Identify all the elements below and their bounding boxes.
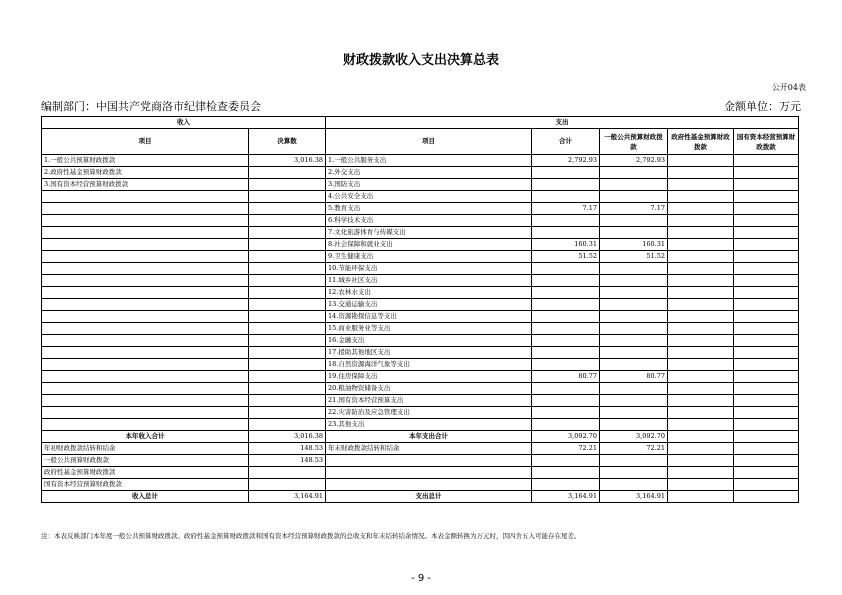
expense-total	[532, 311, 600, 323]
income-amount	[249, 287, 326, 299]
general-budget-amount: 72.21	[600, 443, 668, 455]
general-budget-header: 一般公共预算财政拨款	[600, 129, 668, 155]
expense-item: 19.住房保障支出	[326, 371, 532, 383]
state-capital-amount	[734, 287, 799, 299]
table-row	[42, 371, 799, 383]
table-row	[42, 383, 799, 395]
table-row	[42, 347, 799, 359]
state-capital-amount	[734, 455, 799, 467]
expense-item-header: 项目	[326, 129, 532, 155]
expense-item: 16.金融支出	[326, 335, 532, 347]
income-item	[42, 347, 249, 359]
expense-total: 7.17	[532, 203, 600, 215]
expense-header: 支出	[326, 117, 799, 129]
gov-fund-amount	[668, 191, 734, 203]
gov-fund-amount	[668, 455, 734, 467]
expense-item: 6.科学技术支出	[326, 215, 532, 227]
final-amount-header: 决算数	[249, 129, 326, 155]
expense-item: 23.其他支出	[326, 419, 532, 431]
gov-fund-amount	[668, 335, 734, 347]
expense-total	[532, 323, 600, 335]
budget-table	[41, 116, 799, 503]
income-amount	[249, 215, 326, 227]
income-amount: 148.53	[249, 455, 326, 467]
income-amount: 3,016.38	[249, 155, 326, 167]
gov-fund-amount	[668, 179, 734, 191]
income-amount	[249, 347, 326, 359]
expense-total: 51.52	[532, 251, 600, 263]
expense-total	[532, 335, 600, 347]
state-capital-amount	[734, 419, 799, 431]
income-item	[42, 191, 249, 203]
income-amount	[249, 167, 326, 179]
expense-item: 21.国有资本经营预算支出	[326, 395, 532, 407]
income-item-header: 项目	[42, 129, 249, 155]
state-capital-amount	[734, 215, 799, 227]
table-row	[42, 467, 799, 479]
state-capital-amount	[734, 335, 799, 347]
table-row	[42, 239, 799, 251]
income-amount	[249, 227, 326, 239]
expense-item: 5.教育支出	[326, 203, 532, 215]
gov-fund-amount	[668, 395, 734, 407]
expense-total	[532, 479, 600, 491]
table-row	[42, 191, 799, 203]
general-budget-amount: 2,792.93	[600, 155, 668, 167]
gov-fund-amount	[668, 239, 734, 251]
income-item	[42, 407, 249, 419]
expense-item: 7.文化旅游体育与传媒支出	[326, 227, 532, 239]
state-capital-amount	[734, 491, 799, 503]
expense-total	[532, 275, 600, 287]
income-amount	[249, 479, 326, 491]
state-capital-amount	[734, 275, 799, 287]
state-capital-amount	[734, 407, 799, 419]
income-item	[42, 287, 249, 299]
income-item	[42, 383, 249, 395]
general-budget-amount	[600, 347, 668, 359]
table-row	[42, 395, 799, 407]
general-budget-amount	[600, 167, 668, 179]
expense-item: 2.外交支出	[326, 167, 532, 179]
expense-total	[532, 179, 600, 191]
table-row	[42, 299, 799, 311]
general-budget-amount: 51.52	[600, 251, 668, 263]
gov-fund-amount	[668, 227, 734, 239]
income-amount	[249, 251, 326, 263]
expense-total	[532, 383, 600, 395]
gov-fund-amount	[668, 203, 734, 215]
gov-fund-amount	[668, 371, 734, 383]
expense-item: 11.城乡社区支出	[326, 275, 532, 287]
header-row-1	[42, 117, 799, 129]
total-row	[42, 491, 799, 503]
income-item	[42, 263, 249, 275]
general-budget-amount	[600, 419, 668, 431]
expense-item: 15.商业服务业等支出	[326, 323, 532, 335]
state-capital-amount	[734, 467, 799, 479]
table-row	[42, 167, 799, 179]
table-row	[42, 443, 799, 455]
income-amount	[249, 323, 326, 335]
gov-fund-amount	[668, 275, 734, 287]
general-budget-amount	[600, 215, 668, 227]
gov-fund-amount	[668, 467, 734, 479]
income-total-label: 本年收入合计	[42, 431, 249, 443]
income-amount	[249, 335, 326, 347]
table-row	[42, 251, 799, 263]
table-row	[42, 479, 799, 491]
general-budget-amount	[600, 227, 668, 239]
income-item	[42, 251, 249, 263]
table-row	[42, 275, 799, 287]
income-item: 国有资本经营预算财政拨款	[42, 479, 249, 491]
report-title: 财政拨款收入支出决算总表	[342, 53, 499, 68]
income-item	[42, 335, 249, 347]
gov-fund-amount	[668, 299, 734, 311]
gov-fund-amount	[668, 287, 734, 299]
state-capital-header: 国有资本经营预算财政拨款	[734, 129, 799, 155]
general-budget-amount	[600, 407, 668, 419]
expense-item: 4.公共安全支出	[326, 191, 532, 203]
gov-fund-amount	[668, 263, 734, 275]
expense-total	[532, 419, 600, 431]
expense-total	[532, 287, 600, 299]
general-budget-amount	[600, 467, 668, 479]
expense-total	[532, 227, 600, 239]
gov-fund-amount	[668, 419, 734, 431]
expense-total: 2,792.93	[532, 155, 600, 167]
general-budget-amount	[600, 275, 668, 287]
expense-total-label: 支出总计	[326, 491, 532, 503]
form-code: 公开04表	[771, 83, 806, 92]
income-amount	[249, 191, 326, 203]
income-amount	[249, 395, 326, 407]
income-header: 收入	[42, 117, 326, 129]
general-budget-amount	[600, 311, 668, 323]
table-row	[42, 323, 799, 335]
expense-item	[326, 467, 532, 479]
expense-total	[532, 455, 600, 467]
income-item: 3.国有资本经营预算财政拨款	[42, 179, 249, 191]
expense-total	[532, 191, 600, 203]
expense-total	[532, 299, 600, 311]
income-amount	[249, 383, 326, 395]
income-amount	[249, 359, 326, 371]
state-capital-amount	[734, 167, 799, 179]
income-item	[42, 239, 249, 251]
state-capital-amount	[734, 479, 799, 491]
gov-fund-amount	[668, 479, 734, 491]
income-total-amount: 3,016.38	[249, 431, 326, 443]
general-budget-amount: 80.77	[600, 371, 668, 383]
income-item: 政府性基金预算财政拨款	[42, 467, 249, 479]
table-row	[42, 215, 799, 227]
expense-total: 3,092.70	[532, 431, 600, 443]
income-item	[42, 299, 249, 311]
expense-total: 160.31	[532, 239, 600, 251]
income-amount	[249, 203, 326, 215]
gov-fund-amount	[668, 407, 734, 419]
gov-fund-amount	[668, 431, 734, 443]
expense-item: 9.卫生健康支出	[326, 251, 532, 263]
income-item: 一般公共预算财政拨款	[42, 455, 249, 467]
general-budget-amount	[600, 455, 668, 467]
state-capital-amount	[734, 371, 799, 383]
expense-item: 3.国防支出	[326, 179, 532, 191]
income-item	[42, 395, 249, 407]
gov-fund-amount	[668, 311, 734, 323]
expense-total: 72.21	[532, 443, 600, 455]
income-amount	[249, 419, 326, 431]
income-item: 1.一般公共预算财政拨款	[42, 155, 249, 167]
table-row	[42, 179, 799, 191]
expense-item: 8.社会保障和就业支出	[326, 239, 532, 251]
income-amount	[249, 275, 326, 287]
expense-item: 13.交通运输支出	[326, 299, 532, 311]
table-row	[42, 263, 799, 275]
state-capital-amount	[734, 431, 799, 443]
expense-item	[326, 455, 532, 467]
footnote: 注：本表反映部门本年度一般公共预算财政拨款、政府性基金预算财政拨款和国有资本经营预算财政拨款的总收支和年末结转结余情况。本表金额转换为万元时，因四舍五入可能存在尾差。	[41, 532, 581, 540]
total-header: 合计	[532, 129, 600, 155]
state-capital-amount	[734, 251, 799, 263]
gov-fund-amount	[668, 443, 734, 455]
state-capital-amount	[734, 347, 799, 359]
table-row	[42, 419, 799, 431]
gov-fund-header: 政府性基金预算财政拨款	[668, 129, 734, 155]
expense-item: 22.灾害防治及应急管理支出	[326, 407, 532, 419]
table-row	[42, 155, 799, 167]
gov-fund-amount	[668, 359, 734, 371]
expense-total	[532, 407, 600, 419]
income-item	[42, 371, 249, 383]
general-budget-amount	[600, 479, 668, 491]
general-budget-amount: 160.31	[600, 239, 668, 251]
income-amount	[249, 263, 326, 275]
table-row	[42, 335, 799, 347]
gov-fund-amount	[668, 347, 734, 359]
general-budget-amount	[600, 263, 668, 275]
general-budget-amount	[600, 287, 668, 299]
expense-item: 17.援助其他地区支出	[326, 347, 532, 359]
expense-total-label: 本年支出合计	[326, 431, 532, 443]
department-label: 编制部门：中国共产党商洛市纪律检查委员会	[41, 100, 261, 113]
expense-total	[532, 467, 600, 479]
table-row	[42, 407, 799, 419]
income-amount	[249, 407, 326, 419]
table-row	[42, 311, 799, 323]
table-row	[42, 203, 799, 215]
gov-fund-amount	[668, 215, 734, 227]
general-budget-amount	[600, 359, 668, 371]
state-capital-amount	[734, 239, 799, 251]
income-item	[42, 275, 249, 287]
expense-total	[532, 167, 600, 179]
income-amount	[249, 179, 326, 191]
income-amount: 148.53	[249, 443, 326, 455]
expense-item: 10.节能环保支出	[326, 263, 532, 275]
state-capital-amount	[734, 443, 799, 455]
general-budget-amount	[600, 335, 668, 347]
general-budget-amount	[600, 179, 668, 191]
expense-item	[326, 479, 532, 491]
general-budget-amount: 3,092.70	[600, 431, 668, 443]
gov-fund-amount	[668, 491, 734, 503]
income-item: 年初财政拨款结转和结余	[42, 443, 249, 455]
income-amount	[249, 239, 326, 251]
income-amount	[249, 371, 326, 383]
state-capital-amount	[734, 395, 799, 407]
state-capital-amount	[734, 191, 799, 203]
income-amount	[249, 299, 326, 311]
gov-fund-amount	[668, 167, 734, 179]
expense-total: 80.77	[532, 371, 600, 383]
income-item	[42, 203, 249, 215]
general-budget-amount	[600, 395, 668, 407]
table-row	[42, 227, 799, 239]
state-capital-amount	[734, 323, 799, 335]
income-item	[42, 359, 249, 371]
expense-total: 3,164.91	[532, 491, 600, 503]
expense-total	[532, 215, 600, 227]
general-budget-amount	[600, 191, 668, 203]
state-capital-amount	[734, 155, 799, 167]
expense-total	[532, 395, 600, 407]
expense-total	[532, 359, 600, 371]
table-row	[42, 455, 799, 467]
income-item	[42, 215, 249, 227]
general-budget-amount	[600, 383, 668, 395]
expense-item: 18.自然资源海洋气象等支出	[326, 359, 532, 371]
general-budget-amount	[600, 323, 668, 335]
header-row-2	[42, 129, 799, 155]
table-row	[42, 287, 799, 299]
table-row	[42, 359, 799, 371]
state-capital-amount	[734, 311, 799, 323]
state-capital-amount	[734, 263, 799, 275]
state-capital-amount	[734, 179, 799, 191]
expense-total	[532, 263, 600, 275]
income-amount	[249, 467, 326, 479]
expense-item: 年末财政拨款结转和结余	[326, 443, 532, 455]
general-budget-amount	[600, 299, 668, 311]
gov-fund-amount	[668, 251, 734, 263]
expense-item: 14.资源勘探信息等支出	[326, 311, 532, 323]
income-amount	[249, 311, 326, 323]
state-capital-amount	[734, 359, 799, 371]
income-item	[42, 311, 249, 323]
state-capital-amount	[734, 227, 799, 239]
expense-item: 12.农林水支出	[326, 287, 532, 299]
expense-item: 1.一般公共服务支出	[326, 155, 532, 167]
expense-total	[532, 347, 600, 359]
state-capital-amount	[734, 203, 799, 215]
income-total-label: 收入总计	[42, 491, 249, 503]
income-item	[42, 227, 249, 239]
gov-fund-amount	[668, 383, 734, 395]
income-item: 2.政府性基金预算财政拨款	[42, 167, 249, 179]
gov-fund-amount	[668, 155, 734, 167]
gov-fund-amount	[668, 323, 734, 335]
general-budget-amount: 7.17	[600, 203, 668, 215]
page-number: - 9 -	[411, 573, 431, 584]
expense-item: 20.粮油物资储备支出	[326, 383, 532, 395]
total-row	[42, 431, 799, 443]
income-item	[42, 323, 249, 335]
income-total-amount: 3,164.91	[249, 491, 326, 503]
unit-label: 金额单位：万元	[724, 100, 801, 113]
state-capital-amount	[734, 299, 799, 311]
general-budget-amount: 3,164.91	[600, 491, 668, 503]
state-capital-amount	[734, 383, 799, 395]
income-item	[42, 419, 249, 431]
